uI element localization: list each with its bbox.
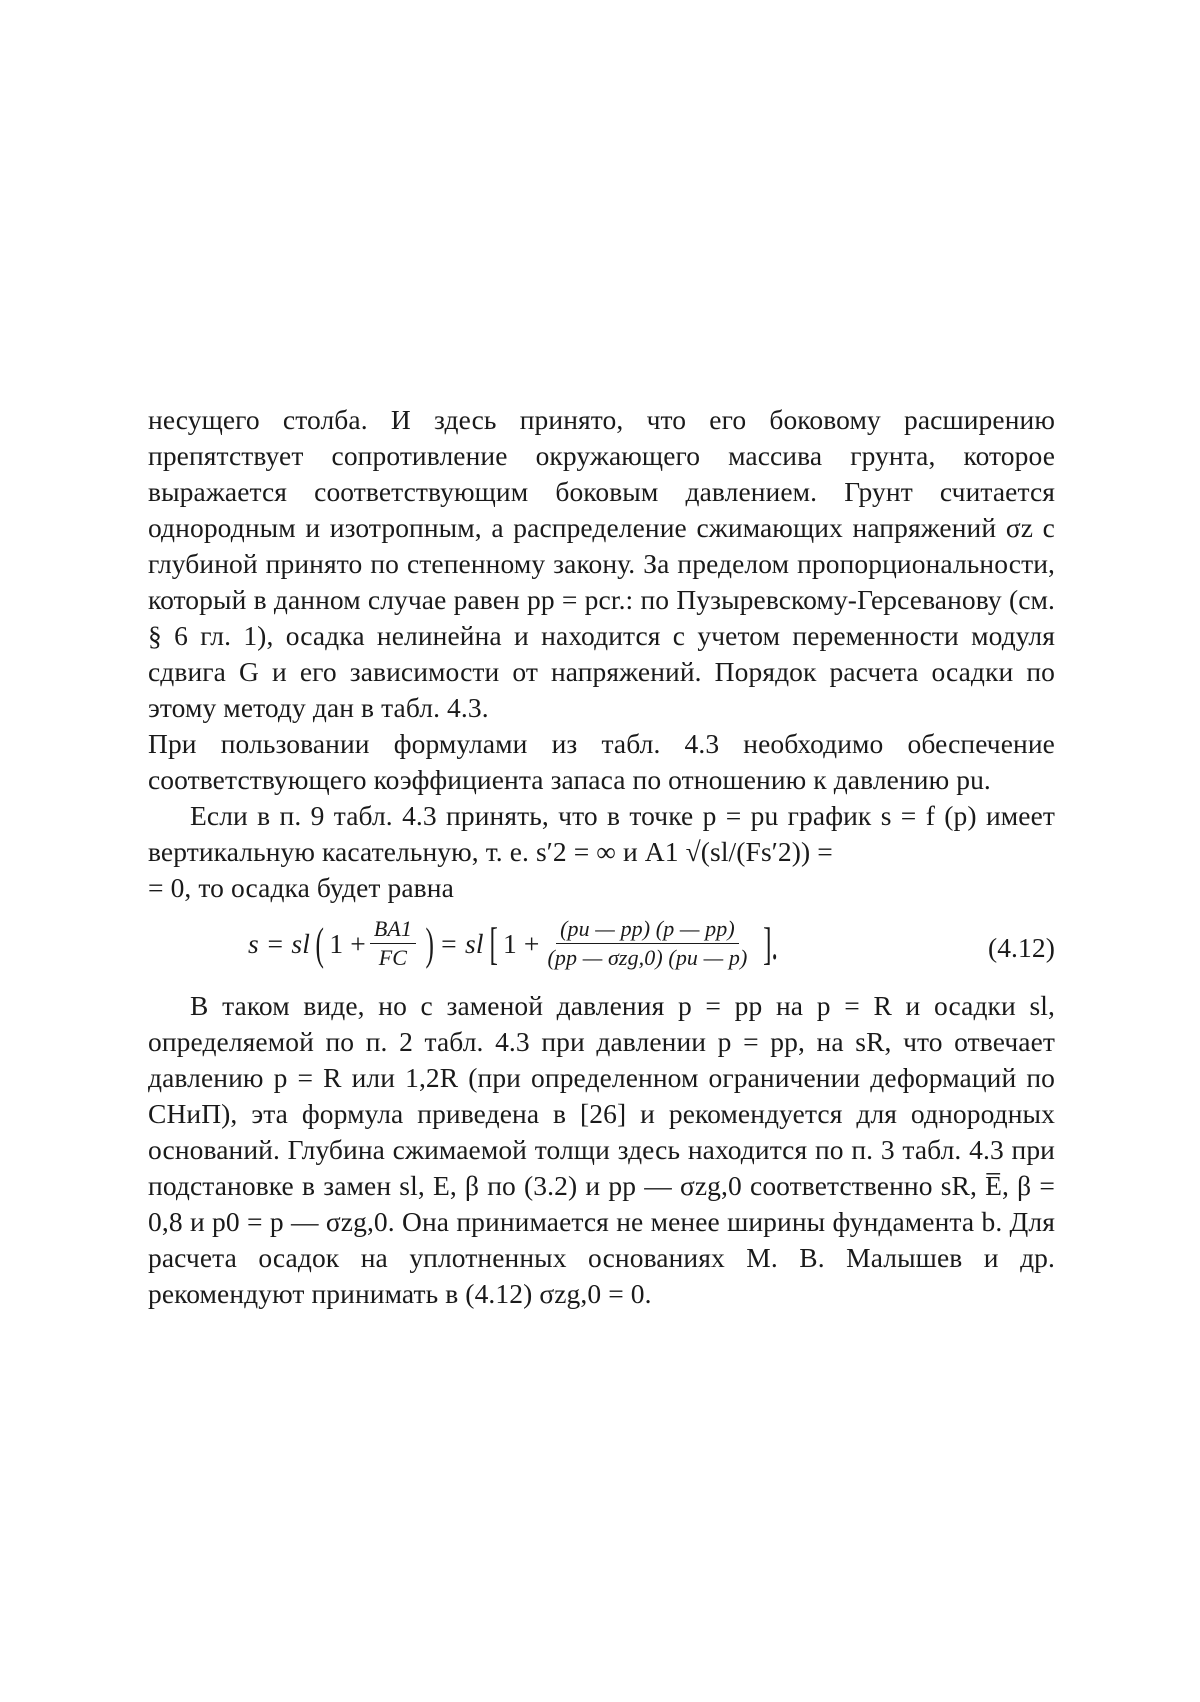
equation-equals-sl: = sl bbox=[439, 927, 484, 959]
equation-fraction-2 bbox=[543, 916, 751, 971]
paragraph-1: несущего столба. И здесь принято, что его боковому расширению препятствует сопротивление окружающего массива грунта, которое выражается соответствующим боковым давлением. Грунт считается однородным и изотропным, а распределение сжимающих напряжений σz с глубиной принято по степенному закону. За пределом пропорциональности, который в данном случае равен pp = pcr.: по Пузыревскому-Герсеванову (см. § 6 гл. 1), осадка нелинейна и находится с учетом переменности модуля сдвига G и его зависимости от напряжений. Порядок расчета осадки по этому методу дан в табл. 4.3. bbox=[148, 404, 1055, 723]
equation-open-bracket: [ bbox=[489, 917, 498, 969]
equation-one-plus-2: 1 + bbox=[503, 927, 540, 959]
paragraph-4: В таком виде, но с заменой давления p = pp на p = R и осадки sl, определяемой по п. 2 табл. 4.3 при давлении p = pp, на sR, что отвечает давлению p = R или 1,2R (при определенном ограничении деформаций по СНиП), эта формула приведена в [26] и рекомендуется для однородных оснований. Глубина сжимаемой толщи здесь находится по п. 3 табл. 4.3 при подстановке в замен sl, E, β по (3.2) и pp — σzg,0 соответственно sR, E̅, β = 0,8 и p0 = p — σzg,0. Она принимается не менее ширины фундамента b. Для расчета осадок на уплотненных основаниях М. В. Малышев и др. рекомендуют принимать в (4.12) σzg,0 = 0. bbox=[148, 990, 1055, 1309]
fraction-1-numerator: BA1 bbox=[370, 916, 416, 944]
fraction-1-denominator: FC bbox=[378, 945, 408, 970]
document-page bbox=[148, 402, 1055, 1312]
fraction-2-denominator: (pp — σzg,0) (pu — p) bbox=[547, 945, 748, 970]
equation-fraction-1 bbox=[370, 916, 416, 971]
equation-4-12 bbox=[148, 908, 1055, 984]
equation-close-bracket: ]. bbox=[763, 917, 779, 969]
equation-close-paren: ) bbox=[425, 917, 434, 969]
equation-open-paren: ( bbox=[315, 917, 324, 969]
equation-one-plus: 1 + bbox=[329, 927, 366, 959]
fraction-2-numerator: (pu — pp) (p — pp) bbox=[556, 916, 739, 944]
equation-lhs: s = sl bbox=[248, 927, 310, 959]
equation-number: (4.12) bbox=[987, 932, 1055, 963]
equation-body bbox=[248, 916, 786, 971]
paragraph-3-continuation: = 0, то осадка будет равна bbox=[148, 872, 454, 903]
paragraph-3: Если в п. 9 табл. 4.3 принять, что в точке p = pu график s = f (p) имеет вертикальную касательную, т. е. s′2 = ∞ и A1 √(sl/(Fs′2)) = bbox=[148, 800, 1055, 867]
paragraph-2: При пользовании формулами из табл. 4.3 необходимо обеспечение соответствующего коэффициента запаса по отношению к давлению pu. bbox=[148, 728, 1055, 795]
